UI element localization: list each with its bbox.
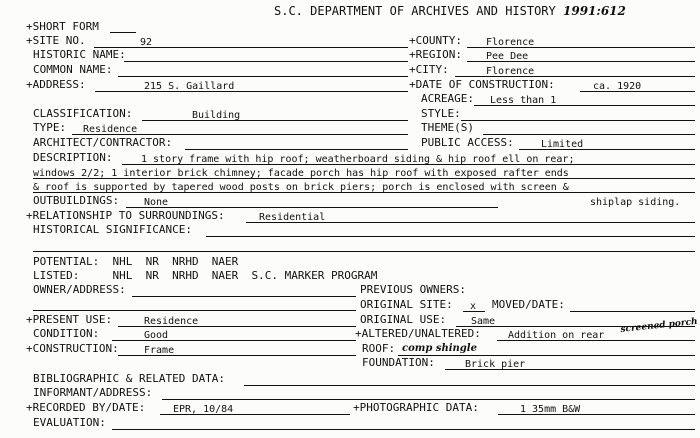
- significance-rule-2: [33, 251, 695, 252]
- owner-address-label: OWNER/ADDRESS:: [33, 283, 126, 296]
- acreage-value: Less than 1: [490, 95, 557, 106]
- construction-value: Frame: [144, 345, 175, 356]
- style-line: [461, 120, 695, 121]
- roof-handwritten-value: comp shingle: [402, 343, 477, 354]
- public-access-label: PUBLIC ACCESS:: [421, 136, 514, 149]
- listed-row: LISTED: NHL NR NRHD NAER S.C. MARKER PROGRAM: [33, 269, 378, 282]
- city-line: [455, 76, 695, 77]
- acreage-label: ACREAGE:: [421, 92, 474, 105]
- original-use-label: ORIGINAL USE:: [360, 313, 447, 326]
- condition-line: [112, 340, 356, 341]
- altered-handwritten-note: screened porch: [620, 316, 699, 335]
- date-of-construction-label: +DATE OF CONSTRUCTION:: [409, 78, 555, 91]
- acreage-line: [474, 105, 695, 106]
- outbuildings-value: None: [144, 197, 169, 208]
- original-site-label: ORIGINAL SITE:: [360, 298, 453, 311]
- moved-date-label: MOVED/DATE:: [492, 298, 565, 311]
- public-access-value: Limited: [541, 139, 584, 150]
- original-site-value: x: [470, 301, 477, 312]
- foundation-value: Brick pier: [465, 359, 526, 370]
- bibliographic-line: [244, 385, 695, 386]
- classification-value: Building: [192, 110, 241, 121]
- site-no-line: [94, 47, 408, 48]
- original-site-line: [463, 311, 485, 312]
- original-use-value: Same: [471, 316, 496, 327]
- description-rule-3: [33, 192, 695, 193]
- outbuildings-label: OUTBUILDINGS:: [33, 194, 120, 207]
- present-use-value: Residence: [144, 316, 199, 327]
- informant-line: [162, 399, 695, 400]
- foundation-line: [445, 369, 695, 370]
- altered-label: +ALTERED/UNALTERED:: [355, 327, 481, 340]
- accession-number: 1991:612: [563, 4, 626, 18]
- significance-label: HISTORICAL SIGNIFICANCE:: [33, 223, 192, 236]
- common-name-label: COMMON NAME:: [33, 63, 113, 76]
- type-value: Residence: [83, 124, 138, 135]
- significance-rule-1: [206, 236, 695, 237]
- informant-label: INFORMANT/ADDRESS:: [33, 386, 153, 399]
- moved-date-line: [570, 311, 695, 312]
- recorded-by-line: [160, 414, 350, 415]
- evaluation-line: [112, 429, 695, 430]
- style-label: STYLE:: [421, 107, 461, 120]
- address-label: +ADDRESS:: [26, 78, 86, 91]
- description-label: DESCRIPTION:: [33, 151, 113, 164]
- region-label: +REGION:: [409, 48, 462, 61]
- description-line-1: 1 story frame with hip roof; weatherboard siding & hip roof ell on rear;: [141, 154, 575, 165]
- owner-address-line-2: [33, 310, 356, 311]
- condition-value: Good: [144, 330, 169, 341]
- relationship-line: [246, 222, 695, 223]
- relationship-value: Residential: [259, 212, 326, 223]
- evaluation-label: EVALUATION:: [33, 416, 106, 429]
- historic-name-label: HISTORIC NAME:: [33, 48, 126, 61]
- description-line-2: windows 2/2; 1 interior brick chimney; facade porch has hip roof with exposed rafter ends: [33, 168, 569, 179]
- agency-header: S.C. DEPARTMENT OF ARCHIVES AND HISTORY: [274, 4, 556, 18]
- description-rule-1: [122, 164, 695, 165]
- potential-row: POTENTIAL: NHL NR NRHD NAER: [33, 255, 239, 268]
- present-use-label: +PRESENT USE:: [26, 313, 113, 326]
- county-line: [467, 47, 695, 48]
- recorded-by-label: +RECORDED BY/DATE:: [26, 401, 146, 414]
- common-name-line: [118, 76, 408, 77]
- themes-line: [483, 134, 695, 135]
- region-value: Pee Dee: [486, 51, 529, 62]
- photographic-label: +PHOTOGRAPHIC DATA:: [353, 401, 479, 414]
- architect-line: [185, 149, 408, 150]
- condition-label: CONDITION:: [33, 327, 100, 340]
- relationship-label: +RELATIONSHIP TO SURROUNDINGS:: [26, 209, 225, 222]
- roof-line: [398, 355, 695, 356]
- outbuildings-line: [126, 207, 498, 208]
- date-of-construction-line: [580, 91, 695, 92]
- site-no-label: +SITE NO.: [26, 34, 86, 47]
- historic-name-line: [124, 61, 408, 62]
- address-value: 215 S. Gaillard: [144, 81, 235, 92]
- foundation-label: FOUNDATION:: [362, 356, 435, 369]
- description-line-3: & roof is supported by tapered wood posts on brick piers; porch is enclosed with screen &: [33, 182, 569, 193]
- present-use-line: [118, 326, 356, 327]
- county-value: Florence: [486, 37, 535, 48]
- construction-label: +CONSTRUCTION:: [26, 342, 119, 355]
- photographic-line: [498, 414, 695, 415]
- roof-label: ROOF:: [362, 342, 396, 355]
- classification-label: CLASSIFICATION:: [33, 107, 133, 120]
- photographic-value: 1 35mm B&W: [520, 404, 581, 415]
- address-line: [95, 91, 408, 92]
- bibliographic-label: BIBLIOGRAPHIC & RELATED DATA:: [33, 372, 226, 385]
- previous-owners-label: PREVIOUS OWNERS:: [360, 283, 466, 296]
- public-access-line: [519, 149, 695, 150]
- recorded-by-value: EPR, 10/84: [173, 404, 234, 415]
- owner-address-line: [132, 296, 356, 297]
- description-rule-2: [33, 178, 695, 179]
- city-label: +CITY:: [409, 63, 449, 76]
- city-value: Florence: [486, 66, 535, 77]
- description-line-4: shiplap siding.: [590, 197, 681, 208]
- type-label: TYPE:: [33, 121, 67, 134]
- classification-line: [142, 120, 408, 121]
- date-of-construction-value: ca. 1920: [593, 81, 642, 92]
- altered-line: [497, 340, 695, 341]
- construction-line: [118, 355, 356, 356]
- short-form-line: [110, 32, 136, 33]
- county-label: +COUNTY:: [409, 34, 462, 47]
- region-line: [467, 61, 695, 62]
- site-no-value: 92: [140, 37, 153, 48]
- short-form-label: +SHORT FORM: [26, 20, 99, 33]
- type-line: [72, 134, 408, 135]
- architect-label: ARCHITECT/CONTRACTOR:: [33, 136, 173, 149]
- themes-label: THEME(S): [421, 121, 474, 134]
- altered-value: Addition on rear: [508, 330, 605, 341]
